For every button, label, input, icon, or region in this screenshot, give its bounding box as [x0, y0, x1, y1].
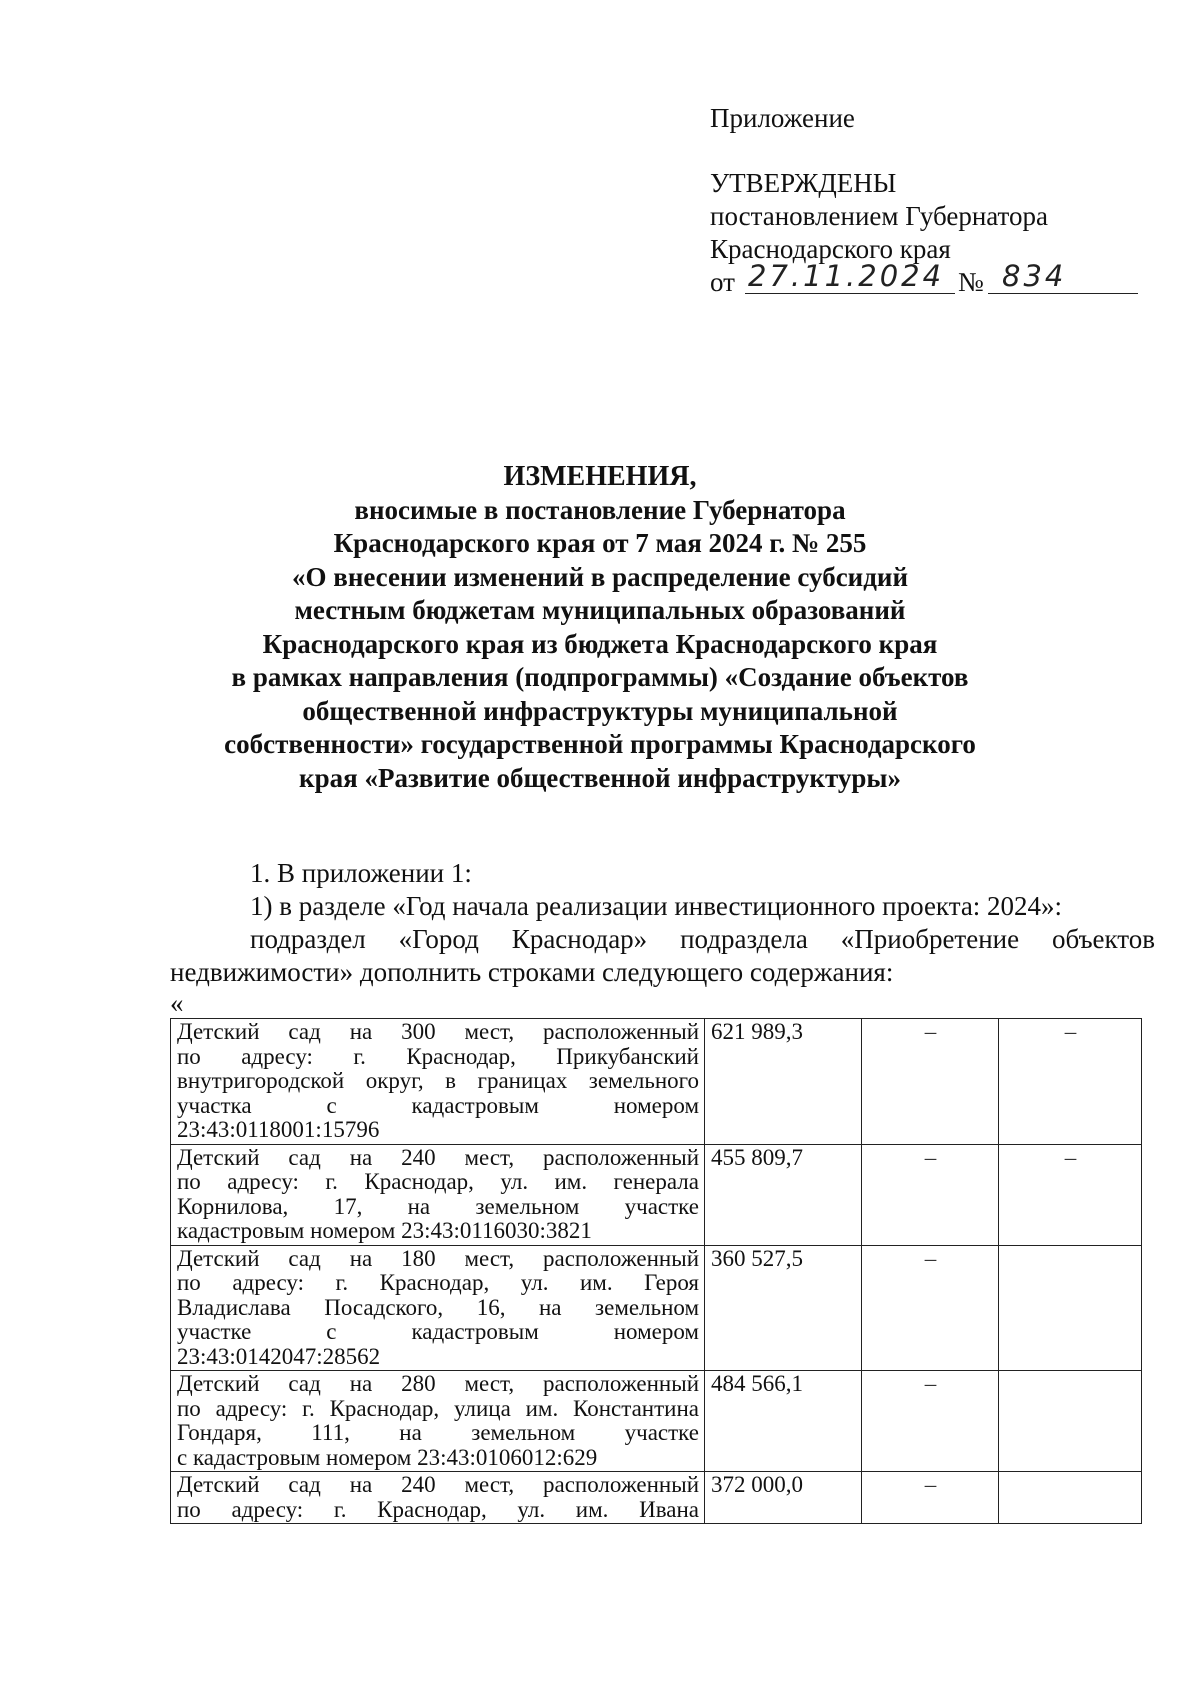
object-description: [171, 1245, 705, 1371]
table-row: [171, 1371, 1142, 1472]
opening-quote: «: [170, 988, 184, 1018]
number-label: №: [958, 267, 984, 297]
title-line: общественной инфраструктуры муниципальной: [302, 695, 898, 726]
description-line: Владислава Посадского, 16, на земельном: [177, 1294, 699, 1320]
objects-table: [170, 1018, 1142, 1524]
description-line: Гондаря, 111, на земельном участке: [177, 1420, 699, 1445]
dash-value: –: [1064, 1144, 1077, 1170]
title-line: Краснодарского края от 7 мая 2024 г. № 255: [333, 528, 867, 558]
dash-value: –: [924, 1144, 937, 1170]
description-line: участке с кадастровым номером: [177, 1319, 699, 1344]
description-line: Корнилова, 17, на земельном участке: [177, 1193, 699, 1219]
title-line: вносимые в постановление Губернатора: [354, 494, 846, 525]
title-line: местным бюджетам муниципальных образований: [294, 595, 906, 625]
object-description: [171, 1371, 705, 1472]
object-description: [171, 1019, 705, 1145]
document-title: [210, 460, 990, 795]
description-line: по адресу: г. Краснодар, улица им. Константина: [177, 1395, 699, 1421]
approval-block: [710, 102, 1067, 302]
column-4-cell: [999, 1472, 1142, 1524]
description-line: 23:43:0142047:28562: [177, 1343, 381, 1369]
title-line: края «Развитие общественной инфраструктуры»: [299, 762, 901, 793]
description-line: участка с кадастровым номером: [177, 1092, 699, 1118]
date-number-line: [710, 259, 1067, 302]
description-line: по адресу: г. Краснодар, Прикубанский: [177, 1043, 699, 1069]
body-text: [170, 857, 1155, 989]
dash-value: –: [924, 1472, 937, 1497]
column-4-cell: [999, 1245, 1142, 1371]
paragraph-2: 1) в разделе «Год начала реализации инвестиционного проекта: 2024»:: [250, 891, 1063, 921]
amount-cell: 484 566,1: [705, 1371, 862, 1472]
handwritten-date: 27.11.2024: [748, 259, 945, 293]
approved-by-line-1: постановлением Губернатора: [710, 201, 1048, 231]
paragraph-3: подраздел «Город Краснодар» подраздела «Приобретение объектов недвижимости» дополнить строками следующего содержания:: [170, 924, 1155, 987]
description-line: по адресу: г. Краснодар, ул. им. генерала: [177, 1169, 699, 1194]
amount-cell: 455 809,7: [705, 1144, 862, 1245]
column-4-cell: [999, 1144, 1142, 1245]
dash-value: –: [924, 1019, 937, 1044]
column-3-cell: [862, 1019, 999, 1145]
description-line: Детский сад на 300 мест, расположенный: [177, 1019, 699, 1044]
handwritten-number: 834: [1002, 259, 1067, 293]
description-line: по адресу: г. Краснодар, ул. им. Ивана: [177, 1496, 699, 1522]
table-row: [171, 1472, 1142, 1524]
description-line: с кадастровым номером 23:43:0106012:629: [177, 1444, 598, 1470]
approved-by-line-2: Краснодарского края: [710, 234, 951, 264]
amount-cell: 360 527,5: [705, 1245, 862, 1371]
table-row: [171, 1245, 1142, 1371]
column-3-cell: [862, 1472, 999, 1524]
description-line: 23:43:0118001:15796: [177, 1117, 380, 1142]
paragraph-1: 1. В приложении 1:: [250, 858, 472, 888]
dash-value: –: [1064, 1019, 1077, 1044]
approved-label: УТВЕРЖДЕНЫ: [710, 168, 897, 198]
dash-value: –: [924, 1371, 937, 1396]
number-underline: [988, 293, 1138, 294]
date-underline: [745, 293, 955, 294]
column-3-cell: [862, 1245, 999, 1371]
description-line: Детский сад на 240 мест, расположенный: [177, 1144, 699, 1170]
column-4-cell: [999, 1371, 1142, 1472]
description-line: Детский сад на 180 мест, расположенный: [177, 1245, 699, 1271]
description-line: по адресу: г. Краснодар, ул. им. Героя: [177, 1270, 699, 1295]
table-row: [171, 1144, 1142, 1245]
from-label: от: [710, 267, 735, 297]
object-description: [171, 1144, 705, 1245]
description-line: кадастровым номером 23:43:0116030:3821: [177, 1218, 592, 1243]
description-line: Детский сад на 280 мест, расположенный: [177, 1371, 699, 1396]
description-line: внутригородской округ, в границах земельного: [177, 1068, 699, 1093]
column-3-cell: [862, 1371, 999, 1472]
column-4-cell: [999, 1019, 1142, 1145]
object-description: [171, 1472, 705, 1524]
appendix-label: Приложение: [710, 103, 855, 133]
title-line: «О внесении изменений в распределение субсидий: [291, 561, 909, 592]
title-line: Краснодарского края из бюджета Краснодарского края: [262, 628, 938, 659]
title-main: ИЗМЕНЕНИЯ,: [503, 461, 697, 492]
amount-cell: 372 000,0: [705, 1472, 862, 1524]
title-line: собственности» государственной программы Краснодарского: [224, 729, 976, 759]
column-3-cell: [862, 1144, 999, 1245]
table-row: [171, 1019, 1142, 1145]
title-line: в рамках направления (подпрограммы) «Создание объектов: [231, 662, 969, 692]
dash-value: –: [924, 1245, 937, 1271]
amount-cell: 621 989,3: [705, 1019, 862, 1145]
description-line: Детский сад на 240 мест, расположенный: [177, 1472, 699, 1497]
